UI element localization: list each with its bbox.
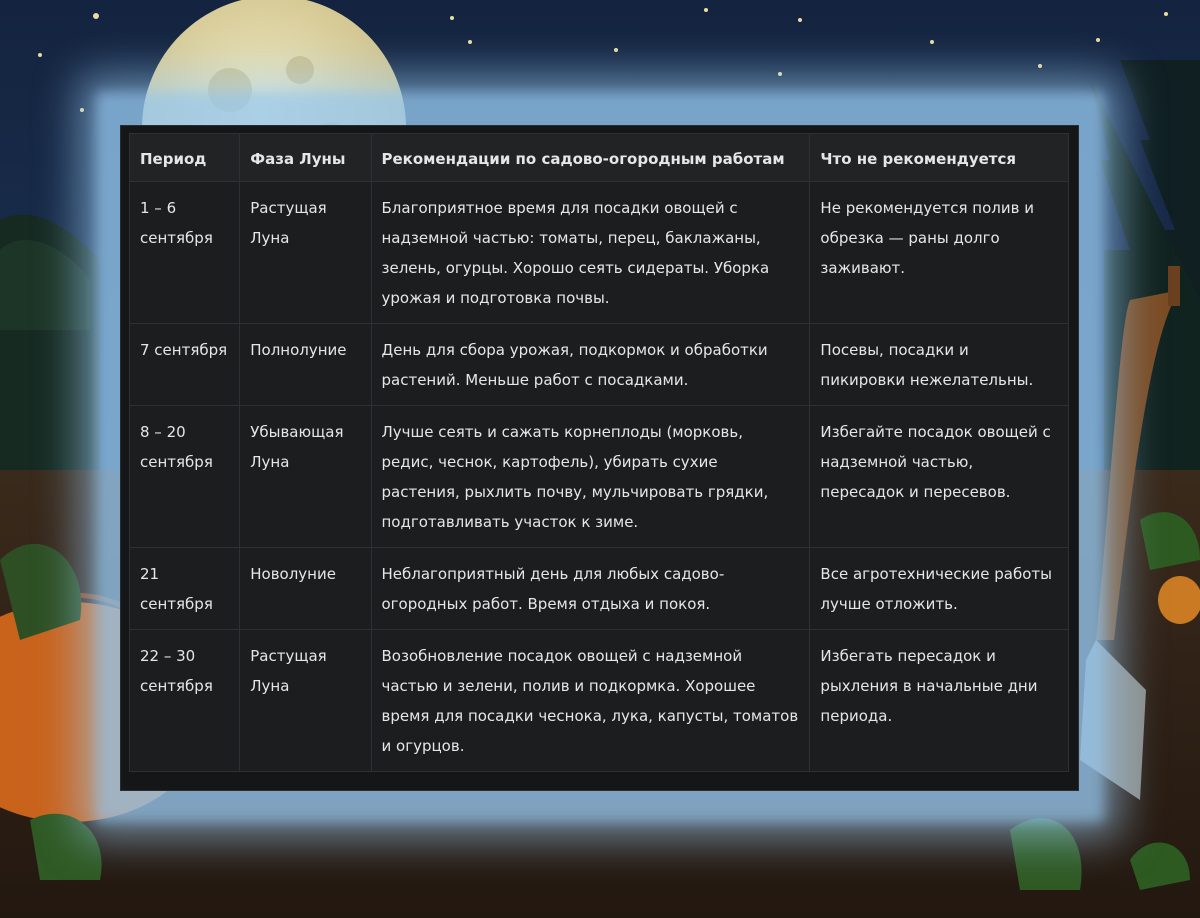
cell-period: 8 – 20 сентября (130, 406, 240, 548)
cell-avoid: Посевы, посадки и пикировки нежелательны. (810, 324, 1069, 406)
table-row (130, 548, 1069, 630)
cell-avoid: Все агротехнические работы лучше отложить. (810, 548, 1069, 630)
cell-period: 22 – 30 сентября (130, 630, 240, 772)
cell-recommend: Благоприятное время для посадки овощей с надземной частью: томаты, перец, баклажаны, зелень, огурцы. Хорошо сеять сидераты. Уборка урожая и подготовка почвы. (371, 182, 810, 324)
header-recommendations: Рекомендации по садово-огородным работам (371, 134, 810, 182)
table-row (130, 630, 1069, 772)
cell-period: 1 – 6 сентября (130, 182, 240, 324)
cell-recommend: Лучше сеять и сажать корнеплоды (морковь, редис, чеснок, картофель), убирать сухие растения, рыхлить почву, мульчировать грядки, подготавливать участок к зиме. (371, 406, 810, 548)
cell-recommend: Возобновление посадок овощей с надземной частью и зелени, полив и подкормка. Хорошее время для посадки чеснока, лука, капусты, томатов и огурцов. (371, 630, 810, 772)
header-not-recommended: Что не рекомендуется (810, 134, 1069, 182)
cell-recommend: Неблагоприятный день для любых садово-огородных работ. Время отдыха и покоя. (371, 548, 810, 630)
cell-phase: Растущая Луна (240, 182, 371, 324)
cell-phase: Убывающая Луна (240, 406, 371, 548)
cell-phase: Полнолуние (240, 324, 371, 406)
cell-avoid: Не рекомендуется полив и обрезка — раны долго заживают. (810, 182, 1069, 324)
header-period: Период (130, 134, 240, 182)
table-row (130, 406, 1069, 548)
table-row (130, 324, 1069, 406)
cell-avoid: Избегать пересадок и рыхления в начальные дни периода. (810, 630, 1069, 772)
table-header-row (130, 134, 1069, 182)
cell-phase: Растущая Луна (240, 630, 371, 772)
cell-period: 21 сентября (130, 548, 240, 630)
header-moon-phase: Фаза Луны (240, 134, 371, 182)
cell-period: 7 сентября (130, 324, 240, 406)
cell-recommend: День для сбора урожая, подкормок и обработки растений. Меньше работ с посадками. (371, 324, 810, 406)
table-row (130, 182, 1069, 324)
cell-avoid: Избегайте посадок овощей с надземной частью, пересадок и пересевов. (810, 406, 1069, 548)
lunar-calendar-card (121, 126, 1078, 790)
lunar-calendar-table (129, 133, 1069, 772)
cell-phase: Новолуние (240, 548, 371, 630)
